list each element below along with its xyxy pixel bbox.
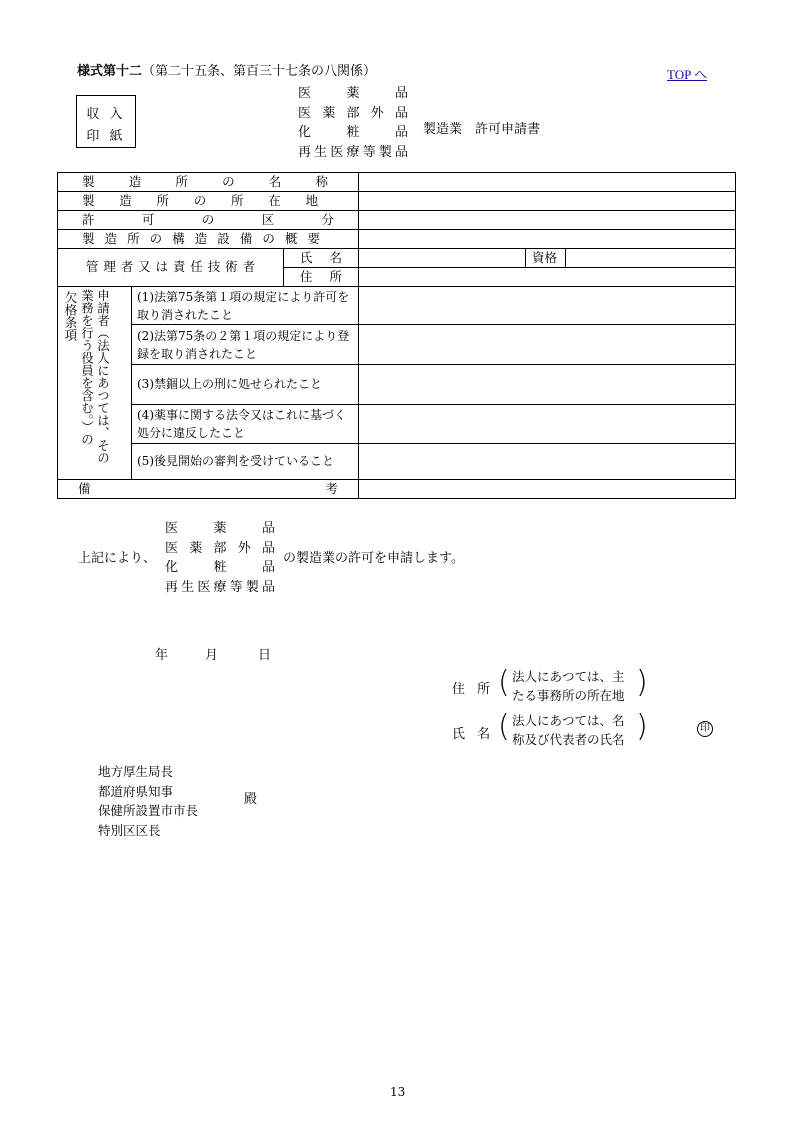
category-list-statement: [165, 519, 275, 597]
applicant-name-label: 氏 名: [452, 727, 495, 742]
date-day: 日: [258, 648, 272, 663]
addressee-item: 保健所設置市市長: [98, 803, 199, 818]
remarks-label-1: 備: [78, 480, 91, 496]
input-cell-location[interactable]: [359, 192, 736, 211]
input-cell-disq-1[interactable]: [359, 287, 736, 325]
manager-address-label: 住 所: [300, 268, 342, 284]
disqualification-item-4: (4)薬事に関する法令又はこれに基づく処分に違反したこと: [132, 405, 359, 444]
name-note-line: 法人にあつては、名: [512, 713, 625, 728]
manager-qualification-label: 資格: [526, 249, 566, 268]
category-item: 医薬品: [165, 521, 275, 536]
disqualification-inner-label: 申請者（法人にあつては、その業務を行う役員を含む。）の: [79, 289, 111, 464]
top-link[interactable]: TOP へ: [667, 67, 708, 82]
stamp-line-2: 印 紙: [86, 129, 126, 144]
input-cell-disq-4[interactable]: [359, 405, 736, 444]
row-label-permit: 許可の区分: [82, 211, 334, 227]
disqualification-item-3: (3)禁錮以上の刑に処せられたこと: [132, 365, 359, 405]
table-row: [58, 173, 736, 192]
addressee-list: [98, 762, 198, 840]
row-label-manager: 管理者又は責任技術者: [86, 259, 255, 275]
input-cell-permit[interactable]: [359, 211, 736, 230]
category-item: 医薬部外品: [298, 105, 408, 121]
statement-suffix: の製造業の許可を申請します。: [283, 551, 464, 566]
table-row: [58, 365, 736, 405]
application-title: 製造業 許可申請書: [423, 122, 541, 137]
applicant-address-note: [512, 667, 625, 705]
disqualification-item-1: (1)法第75条第１項の規定により許可を取り消されたこと: [132, 287, 359, 325]
paren-open: (: [498, 709, 510, 744]
disqualification-item-2: (2)法第75条の２第１項の規定により登録を取り消されたこと: [132, 325, 359, 365]
name-note-line: 称及び代表者の氏名: [512, 732, 625, 747]
input-cell-manager-name[interactable]: [359, 249, 526, 268]
table-row: [58, 192, 736, 211]
manager-name-label: 氏 名: [300, 249, 342, 265]
category-list-top: [298, 84, 408, 162]
input-cell-remarks[interactable]: [359, 480, 736, 499]
paren-open: (: [498, 665, 510, 700]
category-item: 化粧品: [298, 125, 408, 140]
revenue-stamp-box: [76, 95, 136, 148]
table-row: [58, 249, 736, 268]
applicant-name-note: [512, 711, 625, 749]
table-row: [58, 211, 736, 230]
input-cell-structure[interactable]: [359, 230, 736, 249]
addressee-item: 地方厚生局長: [98, 764, 174, 779]
application-table: [57, 172, 736, 499]
row-label-name: 製造所の名称: [82, 173, 328, 189]
input-cell-name[interactable]: [359, 173, 736, 192]
date-month: 月: [205, 648, 219, 663]
input-cell-manager-address[interactable]: [359, 268, 736, 287]
table-row: [58, 405, 736, 444]
category-item: 化粧品: [165, 560, 275, 575]
table-row: [58, 325, 736, 365]
disqualification-outer-label: 欠格条項: [63, 291, 78, 341]
category-item: 医薬部外品: [165, 540, 275, 556]
input-cell-disq-3[interactable]: [359, 365, 736, 405]
paren-close: ): [636, 665, 648, 700]
form-id: 様式第十二: [77, 64, 143, 79]
stamp-line-1: 収 入: [86, 107, 126, 122]
input-cell-disq-2[interactable]: [359, 325, 736, 365]
statement-prefix: 上記により、: [78, 551, 157, 566]
row-label-location: 製造所の所在地: [82, 192, 318, 208]
address-note-line: 法人にあつては、主: [512, 669, 625, 684]
input-cell-disq-5[interactable]: [359, 444, 736, 480]
form-heading: [77, 60, 376, 79]
addressee-item: 特別区区長: [98, 822, 161, 838]
remarks-label-2: 考: [325, 480, 338, 496]
table-row: [58, 230, 736, 249]
address-note-line: たる事務所の所在地: [512, 688, 625, 703]
category-item: 再生医療等製品: [298, 144, 408, 160]
honorific: 殿: [244, 792, 258, 807]
addressee-item: 都道府県知事: [98, 783, 174, 799]
row-label-structure: 製造所の構造設備の概要: [82, 230, 320, 246]
seal-mark: 印: [697, 721, 713, 737]
disqualification-item-5: (5)後見開始の審判を受けていること: [132, 444, 359, 480]
table-row: [58, 287, 736, 325]
table-row: [58, 480, 736, 499]
paren-close: ): [636, 709, 648, 744]
page-number: 13: [390, 1085, 406, 1099]
table-row: [58, 444, 736, 480]
category-item: 医薬品: [298, 86, 408, 101]
input-cell-manager-qualification[interactable]: [566, 249, 736, 268]
disqualification-header: [58, 287, 132, 480]
form-reference: （第二十五条、第百三十七条の八関係）: [142, 64, 377, 79]
applicant-address-label: 住 所: [452, 682, 495, 697]
category-item: 再生医療等製品: [165, 579, 275, 595]
date-year: 年: [155, 648, 169, 663]
